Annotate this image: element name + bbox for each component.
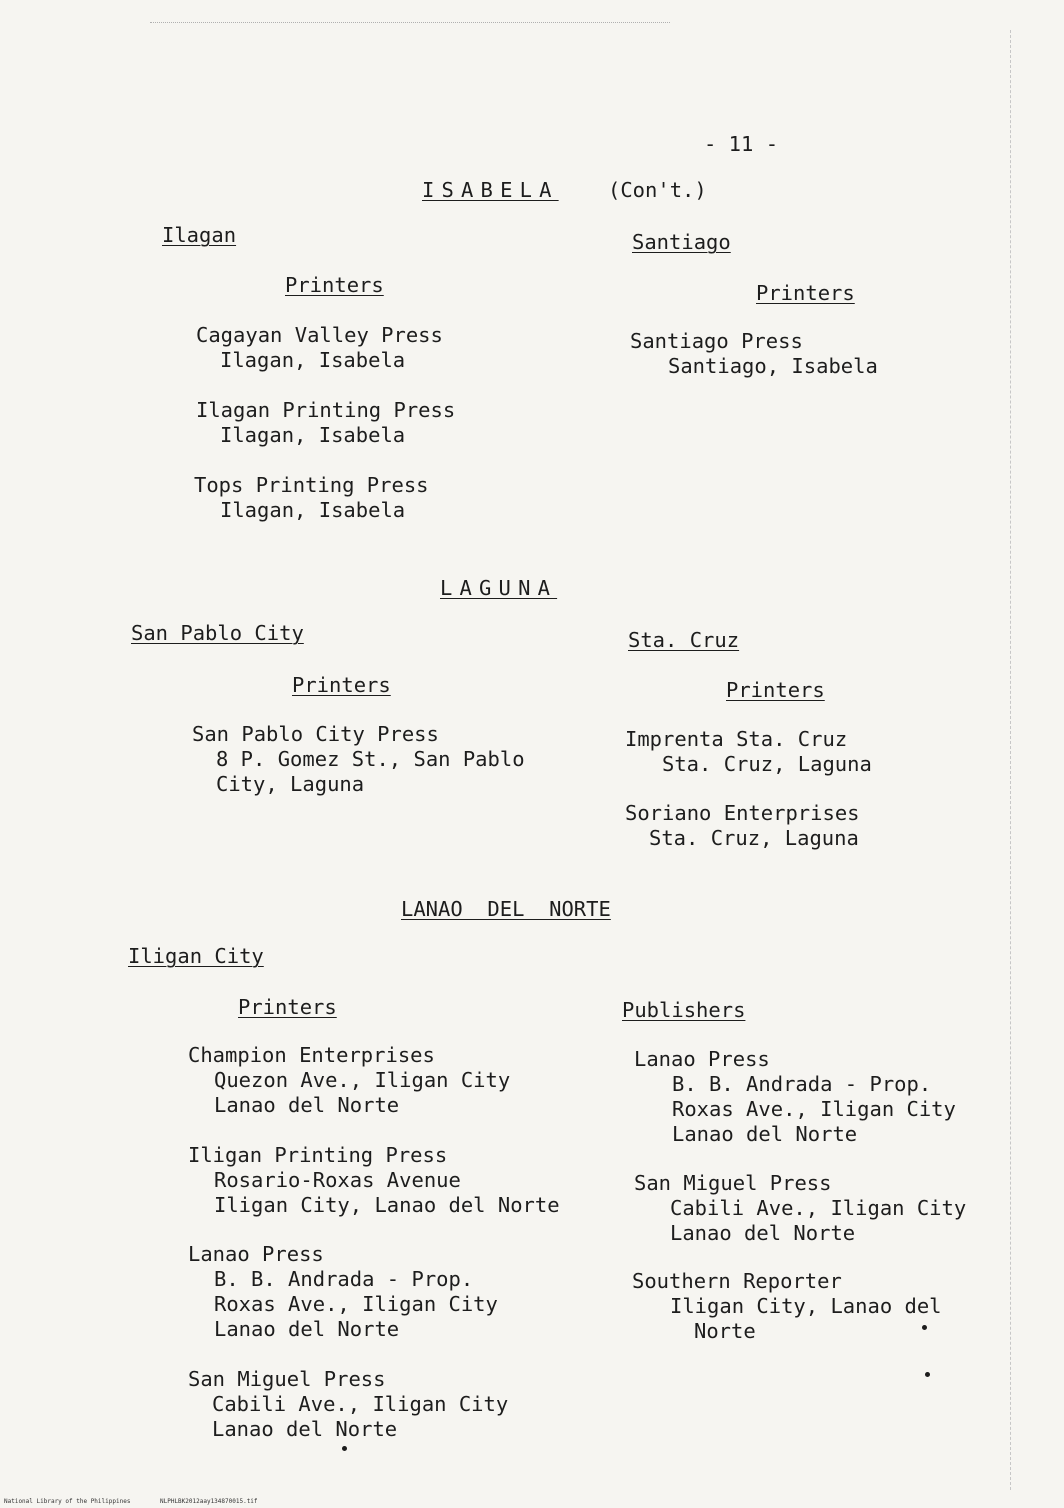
province-heading-suffix: (Con't.) [608,178,707,202]
entry-name: San Miguel Press [634,1171,832,1195]
entry-address: Sta. Cruz, Laguna [649,826,859,850]
entry-name: San Miguel Press [188,1367,386,1391]
entry-name: Lanao Press [634,1047,770,1071]
province-heading-lanao-del-norte: LANAO DEL NORTE [401,897,611,921]
entry-address: Iligan City, Lanao del Norte [214,1193,560,1217]
entry-address: Roxas Ave., Iligan City [214,1292,498,1316]
entry-name: San Pablo City Press [192,722,439,746]
printers-label: Printers [726,678,825,702]
entry-address: Iligan City, Lanao del [670,1294,942,1318]
province-heading-isabela: ISABELA [422,178,559,202]
entry-address: Ilagan, Isabela [220,348,406,372]
printers-label: Printers [238,995,337,1019]
scan-edge-artifact [1010,30,1011,1490]
entry-address: B. B. Andrada - Prop. [672,1072,932,1096]
entry-address: Quezon Ave., Iligan City [214,1068,511,1092]
city-heading-santiago: Santiago [632,230,731,254]
entry-name: Ilagan Printing Press [196,398,456,422]
entry-address: Ilagan, Isabela [220,423,406,447]
entry-name: Lanao Press [188,1242,324,1266]
entry-address: 8 P. Gomez St., San Pablo [216,747,525,771]
entry-address: Norte [694,1319,756,1343]
entry-name: Iligan Printing Press [188,1143,448,1167]
entry-address: Sta. Cruz, Laguna [662,752,872,776]
entry-name: Southern Reporter [632,1269,842,1293]
entry-address: Lanao del Norte [670,1221,856,1245]
entry-address: Santiago, Isabela [668,354,878,378]
page-number: - 11 - [704,132,779,156]
printers-label: Printers [292,673,391,697]
city-heading-san-pablo: San Pablo City [131,621,304,645]
printers-label: Printers [756,281,855,305]
entry-name: Champion Enterprises [188,1043,435,1067]
entry-address: Ilagan, Isabela [220,498,406,522]
entry-name: Cagayan Valley Press [196,323,443,347]
entry-address: Cabili Ave., Iligan City [670,1196,967,1220]
city-heading-ilagan: Ilagan [162,223,237,247]
scan-top-artifact [150,22,670,23]
scan-speck [342,1446,347,1451]
province-heading-laguna: LAGUNA [440,576,558,600]
entry-name: Imprenta Sta. Cruz [625,727,848,751]
entry-address: Lanao del Norte [214,1317,400,1341]
entry-address: Lanao del Norte [214,1093,400,1117]
footer-file: NLPHLBK2012aay134870015.tif [160,1498,258,1505]
printers-label: Printers [285,273,384,297]
entry-address: Cabili Ave., Iligan City [212,1392,509,1416]
entry-address: Lanao del Norte [672,1122,858,1146]
entry-name: Soriano Enterprises [625,801,860,825]
entry-name: Tops Printing Press [194,473,429,497]
scan-speck [922,1325,927,1330]
entry-address: Roxas Ave., Iligan City [672,1097,956,1121]
entry-address: Rosario-Roxas Avenue [214,1168,461,1192]
entry-address: City, Laguna [216,772,365,796]
entry-address: Lanao del Norte [212,1417,398,1441]
city-heading-iligan: Iligan City [128,944,264,968]
entry-name: Santiago Press [630,329,803,353]
scan-speck [925,1372,930,1377]
city-heading-sta-cruz: Sta. Cruz [628,628,740,652]
publishers-label: Publishers [622,998,746,1022]
entry-address: B. B. Andrada - Prop. [214,1267,474,1291]
footer-library: National Library of the Philippines [4,1498,131,1505]
